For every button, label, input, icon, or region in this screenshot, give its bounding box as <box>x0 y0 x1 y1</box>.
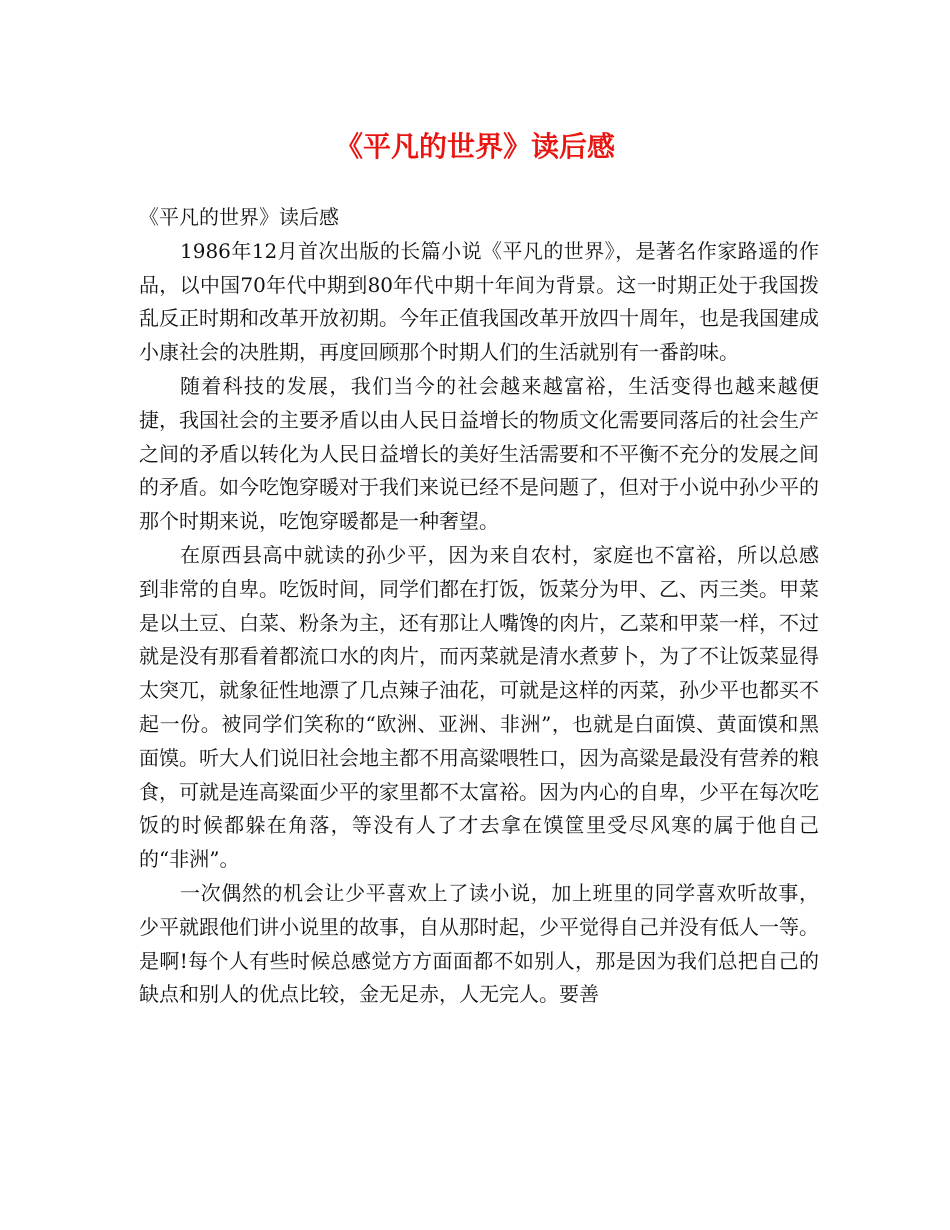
document-title: 《平凡的世界》读后感 <box>334 130 615 163</box>
paragraph-4: 一次偶然的机会让少平喜欢上了读小说，加上班里的同学喜欢听故事，少平就跟他们讲小说里的故事，自从那时起，少平觉得自己并没有低人一等。是啊!每个人有些时候总感觉方方面面都不如别人，那是因为我们总把自己的缺点和别人的优点比较，金无足赤，人无完人。要善 <box>139 880 819 1007</box>
document-body <box>139 201 819 1012</box>
paragraph-1: 1986年12月首次出版的长篇小说《平凡的世界》，是著名作家路遥的作品，以中国70年代中期到80年代中期十年间为背景。这一时期正处于我国拨乱反正时期和改革开放初期。今年正值我国改革开放四十周年，也是我国建成小康社会的决胜期，再度回顾那个时期人们的生活就别有一番韵味。 <box>139 238 819 365</box>
paragraph-2: 随着科技的发展，我们当今的社会越来越富裕，生活变得也越来越便捷，我国社会的主要矛盾以由人民日益增长的物质文化需要同落后的社会生产之间的矛盾以转化为人民日益增长的美好生活需要和不平衡不充分的发展之间的矛盾。如今吃饱穿暖对于我们来说已经不是问题了，但对于小说中孙少平的那个时期来说，吃饱穿暖都是一种奢望。 <box>139 373 819 534</box>
paragraph-3: 在原西县高中就读的孙少平，因为来自农村，家庭也不富裕，所以总感到非常的自卑。吃饭时间，同学们都在打饭，饭菜分为甲、乙、丙三类。甲菜是以土豆、白菜、粉条为主，还有那让人嘴馋的肉片，乙菜和甲菜一样，不过就是没有那看着都流口水的肉片，而丙菜就是清水煮萝卜，为了不让饭菜显得太突兀，就象征性地漂了几点辣子油花，可就是这样的丙菜，孙少平也都买不起一份。被同学们笑称的“欧洲、亚洲、非洲”，也就是白面馍、黄面馍和黑面馍。听大人们说旧社会地主都不用高粱喂牲口，因为高粱是最没有营养的粮食，可就是连高粱面少平的家里都不太富裕。因为内心的自卑，少平在每次吃饭的时候都躲在角落，等没有人了才去拿在馍筐里受尽风寒的属于他自己的“非洲”。 <box>139 542 819 872</box>
document-subtitle: 《平凡的世界》读后感 <box>139 205 339 229</box>
